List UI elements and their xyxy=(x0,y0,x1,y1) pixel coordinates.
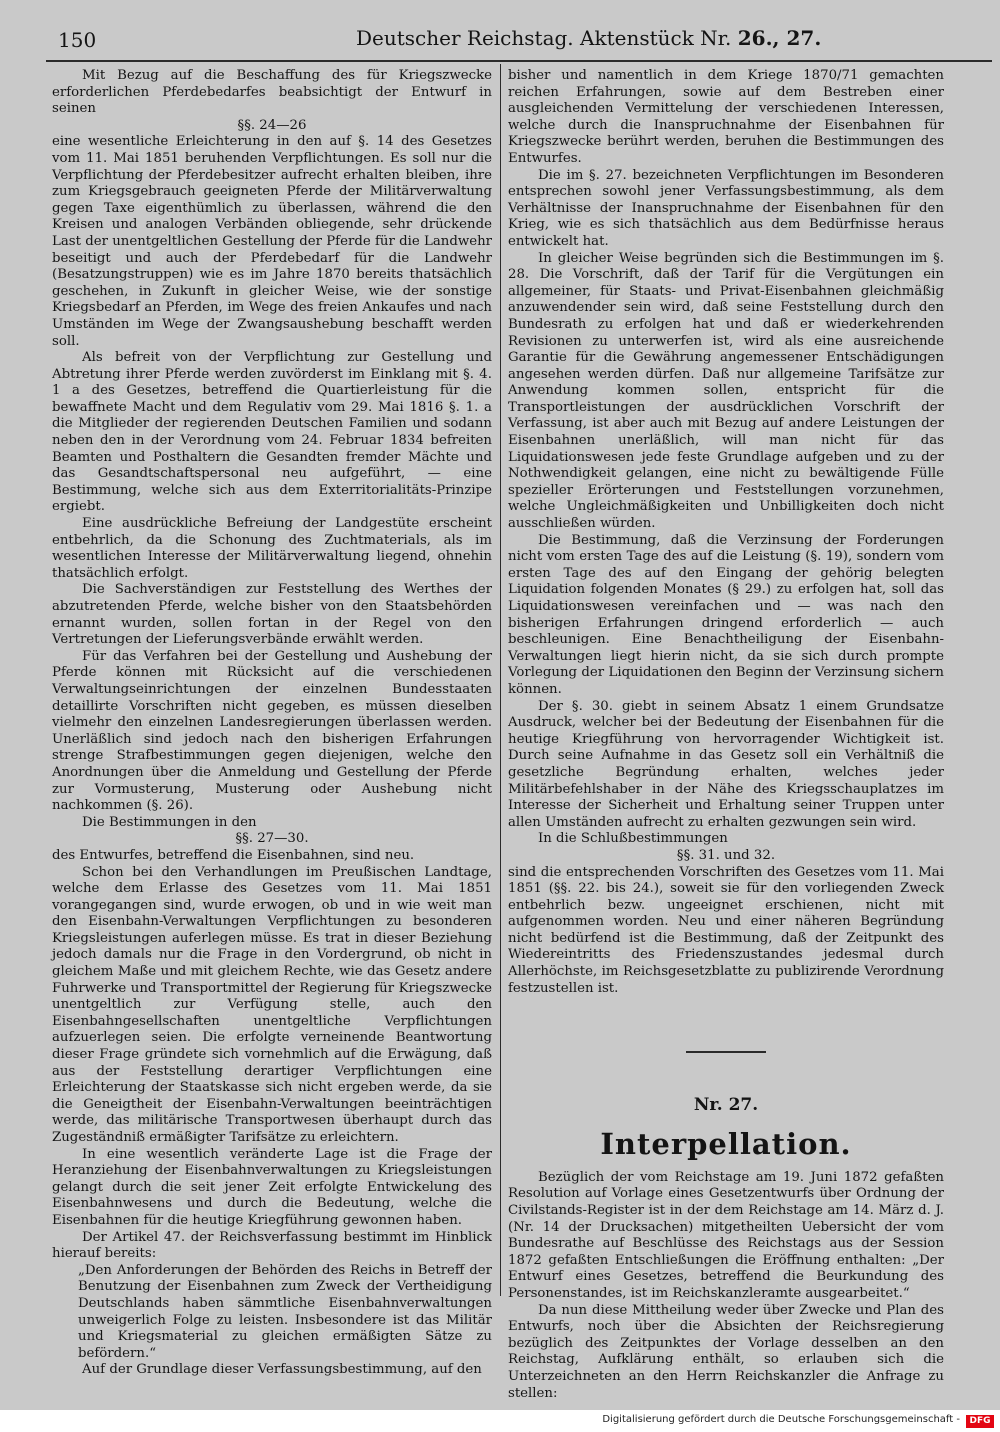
section-number: Nr. 27. xyxy=(693,1095,759,1116)
quoted-article: „Den Anforderungen der Behörden des Reichs in Betreff der Benutzung der Eisenbahnen zum Zweck der Vertheidigung Deutschlands haben sämmtliche Eisenbahnverwaltungen unweigerlich Folge zu leisten. Insbesondere ist das Militär und Kriegsmaterial zu gleichen ermäßigten Sätze zu befördern.“ xyxy=(78,1262,492,1361)
section-reference: §§. 31. und 32. xyxy=(676,847,776,863)
paragraph: Der Artikel 47. der Reichsverfassung bestimmt im Hinblick hierauf bereits: xyxy=(52,1229,492,1262)
dfg-logo: DFG xyxy=(966,1415,994,1428)
paragraph: des Entwurfes, betreffend die Eisenbahnen, sind neu. xyxy=(52,847,415,863)
paragraph: sind die entsprechenden Vorschriften des Gesetzes vom 11. Mai 1851 (§§. 22. bis 24.), soweit sie für den vorliegenden Zweck entbehrlich bezw. ungeeignet erschienen, nicht mit aufgenommen worden. Neu und einer näheren Begründung nicht bedürfend ist die Bestimmung, daß der Zeitpunkt des Wiedereintritts des Friedenszustandes jedesmal durch Allerhöchste, im Reichsgesetzblatte zu publizirende Verordnung festzustellen ist. xyxy=(508,864,944,996)
paragraph: bisher und namentlich in dem Kriege 1870/71 gemachten reichen Erfahrungen, sowie auf dem Bestreben einer ausgleichenden Vermittelung der verschiedenen Interessen, welche durch die Inanspruchnahme der Eisenbahnen für Kriegszwecke berührt werden, beruhen die Bestimmungen des Entwurfes. xyxy=(508,68,944,166)
paragraph: Als befreit von der Verpflichtung zur Gestellung und Abtretung ihrer Pferde werden zuvörderst im Einklang mit §. 4. 1 a des Gesetzes, betreffend die Quartierleistung für die bewaffnete Macht und dem Regulativ vom 29. Mai 1816 §. 1. a die Mitglieder der regierenden Deutschen Familien und sodann neben den in der Verordnung vom 24. Februar 1834 befreiten Beamten und Posthaltern die Gesandten fremder Mächte und das Gesandtschaftspersonal neu aufgeführt, — eine Bestimmung, welche sich aus dem Exterritorialitäts-Prinzipe ergiebt. xyxy=(52,350,492,515)
paragraph: Bezüglich der vom Reichstage am 19. Juni 1872 gefaßten Resolution auf Vorlage eines Gesetzentwurfs über Ordnung der Civilstands-Register ist in der dem Reichstage am 14. März d. J. (Nr. 14 der Drucksachen) mitgetheilten Uebersicht der vom Bundesrathe auf Beschlüsse des Reichstags aus der Session 1872 gefaßten Entschließungen die Eröffnung enthalten: „Der Entwurf eines Gesetzes, betreffend die Beurkundung des Personenstandes, ist im Reichskanzleramte ausgearbeitet.“ xyxy=(508,1169,944,1301)
paragraph: Der §. 30. giebt in seinem Absatz 1 einem Grundsatze Ausdruck, welcher bei der Bedeutung der Eisenbahnen für die heutige Kriegführung von hervorragender Wichtigkeit ist. Durch seine Aufnahme in das Gesetz soll ein Verhältniß die gesetzliche Begründung erhalten, welches jeder Militärbefehlshaber in der Nähe des Kriegsschauplatzes im Interesse der Sicherheit und Erhaltung seiner Truppen unter allen Umständen aufrecht zu erhalten gezwungen sein wird. xyxy=(508,698,944,830)
section-reference: §§. 24—26 xyxy=(237,117,307,133)
running-title-text: Deutscher Reichstag. Aktenstück Nr. xyxy=(356,26,738,50)
paragraph: In eine wesentlich veränderte Lage ist die Frage der Heranziehung der Eisenbahnverwaltungen zu Kriegsleistungen gelangt durch die seit jener Zeit erfolgte Entwickelung des Eisenbahnwesens und durch die Bedeutung, welche die Eisenbahnen für die heutige Kriegführung gewonnen haben. xyxy=(52,1146,492,1228)
paragraph: Die Sachverständigen zur Feststellung des Werthes der abzutretenden Pferde, welche bisher von den Staatsbehörden ernannt wurden, sollen fortan in der Regel von den Vertretungen der Lieferungsverbände erwählt werden. xyxy=(52,582,492,648)
running-title xyxy=(356,26,821,50)
paragraph: Eine ausdrückliche Befreiung der Landgestüte erscheint entbehrlich, da die Schonung des Zuchtmaterials, als im wesentlichen Interesse der Militärverwaltung liegend, ohnehin thatsächlich erfolgt. xyxy=(52,516,492,581)
paragraph: eine wesentliche Erleichterung in den auf §. 14 des Gesetzes vom 11. Mai 1851 beruhenden Verpflichtungen. Es soll nur die Verpflichtung der Pferdebesitzer aufrecht erhalten bleiben, ihre zum Kriegsgebrauch geeigneten Pferde der Militärverwaltung gegen Taxe eigenthümlich zu überlassen, während die den Kreisen und analogen Verbänden obliegende, sehr drückende Last der unentgeltlichen Gestellung der Pferde für die Landwehr beseitigt und auch der Pferdebedarf für die Landwehr (Besatzungstruppen) wie es im Jahre 1870 bereits thatsächlich geschehen, in Zukunft in gleicher Weise, wie der sonstige Kriegsbedarf an Pferden, im Wege des freien Ankaufes und nach Umständen im Wege der Zwangsaushebung beschafft werden soll. xyxy=(52,134,492,349)
right-column xyxy=(508,68,944,1402)
document-numbers: 26., 27. xyxy=(737,26,822,50)
column-divider xyxy=(500,64,501,1296)
funding-note: Digitalisierung gefördert durch die Deutsche Forschungsgemeinschaft - xyxy=(602,1414,960,1425)
paragraph: In gleicher Weise begründen sich die Bestimmungen im §. 28. Die Vorschrift, daß der Tarif für die Vergütungen ein allgemeiner, für Staats- und Privat-Eisenbahnen gleichmäßig anzuwendender sein wird, daß seine Feststellung durch den Bundesrath zu erfolgen hat und daß er wiederkehrenden Revisionen zu unterwerfen ist, wird als eine ausreichende Garantie für die Gewährung angemessener Entschädigungen angesehen werden dürfen. Daß nur allgemeine Tarifsätze zur Anwendung kommen sollen, entspricht für die Transportleistungen der ausdrücklichen Vorschrift der Verfassung, ist aber auch mit Bezug auf andere Leistungen der Eisenbahnen unerläßlich, will man nicht für das Liquidationswesen jede feste Grundlage aufgeben und zu der Nothwendigkeit gelangen, eine nicht zu bewältigende Fülle spezieller Erörterungen und Feststellungen vorzunehmen, welche Ungleichmäßigkeiten und Unbilligkeiten doch nicht ausschließen würden. xyxy=(508,250,944,532)
paragraph: Für das Verfahren bei der Gestellung und Aushebung der Pferde können mit Rücksicht auf die verschiedenen Verwaltungseinrichtungen der einzelnen Bundesstaaten detaillirte Vorschriften nicht gegeben, es müssen dieselben vielmehr den einzelnen Landesregierungen überlassen werden. Unerläßlich sind jedoch nach den bisherigen Erfahrungen strenge Strafbestimmungen gegen diejenigen, welche den Anordnungen über die Anmeldung und Gestellung der Pferde zur Vormusterung, Musterung oder Aushebung nicht nachkommen (§. 26). xyxy=(52,648,492,814)
left-column xyxy=(52,68,492,1379)
section-paragraphs xyxy=(508,1170,944,1402)
paragraph: Die im §. 27. bezeichneten Verpflichtungen im Besonderen entsprechen sowohl jener Verfassungsbestimmung, als dem Verhältnisse der Inanspruchnahme der Eisenbahnen für den Krieg, wie es sich thatsächlich aus dem Bedürfnisse heraus entwickelt hat. xyxy=(508,167,944,249)
footer-bar xyxy=(0,1412,1000,1432)
paragraph: Da nun diese Mittheilung weder über Zwecke und Plan des Entwurfs, noch über die Absichten der Reichsregierung bezüglich des Zeitpunktes der Vorlage desselben an den Reichstag, Aufklärung enthält, so erlauben sich die Unterzeichneten an den Herrn Reichskanzler die Anfrage zu stellen: xyxy=(508,1302,944,1401)
page-header xyxy=(46,22,992,56)
paragraph: Auf der Grundlage dieser Verfassungsbestimmung, auf den xyxy=(82,1362,482,1378)
paragraph: Die Bestimmung, daß die Verzinsung der Forderungen nicht vom ersten Tage des auf die Leistung (§. 19), sondern vom ersten Tage des auf den Eingang der gehörig belegten Liquidation folgenden Monates (§ 29.) zu erfolgen hat, soll das Liquidationswesen vereinfachen und — was nach den bisherigen Erfahrungen dringend erforderlich — auch beschleunigen. Eine Benachtheiligung der Eisenbahn-Verwaltungen liegt hierin nicht, da sie sich durch prompte Vorlegung der Liquidationen den Beginn der Verzinsung sichern können. xyxy=(508,532,944,697)
section-reference: §§. 27—30. xyxy=(235,831,309,847)
paragraph: Schon bei den Verhandlungen im Preußischen Landtage, welche dem Erlasse des Gesetzes vom 11. Mai 1851 vorangegangen sind, wurde erwogen, ob und in wie weit man den Eisenbahn-Verwaltungen Verpflichtungen zu besonderen Kriegsleistungen auferlegen müsse. Es trat in dieser Beziehung jedoch damals nur die Frage in den Vordergrund, ob nicht in gleichem Maße und mit gleichem Rechte, wie das Gesetz andere Fuhrwerke und Transportmittel der Regierung für Kriegszwecke unentgeltlich zur Verfügung stelle, auch den Eisenbahngesellschaften unentgeltliche Verpflichtungen aufzuerlegen seien. Die erfolgte verneinende Beantwortung dieser Frage gründete sich vornehmlich auf die Erwägung, daß aus der Feststellung derartiger Verpflichtungen eine Erleichterung der Staatskasse sich nicht ergeben werde, da sie die Geneigtheit der Eisenbahn-Verwaltungen beeinträchtigen werde, das militärische Transportwesen überhaupt durch das Zugeständniß ermäßigter Tarifsätze zu erleichtern. xyxy=(52,864,492,1145)
header-rule xyxy=(46,60,992,62)
paragraph: Die Bestimmungen in den xyxy=(82,814,257,830)
section-title: Interpellation. xyxy=(600,1126,852,1161)
paragraph: In die Schlußbestimmungen xyxy=(538,831,728,847)
paragraph: Mit Bezug auf die Beschaffung des für Kriegszwecke erforderlichen Pferdebedarfes beabsichtigt der Entwurf in seinen xyxy=(52,68,492,117)
page-number: 150 xyxy=(58,28,97,52)
right-column-paragraphs xyxy=(508,68,944,997)
